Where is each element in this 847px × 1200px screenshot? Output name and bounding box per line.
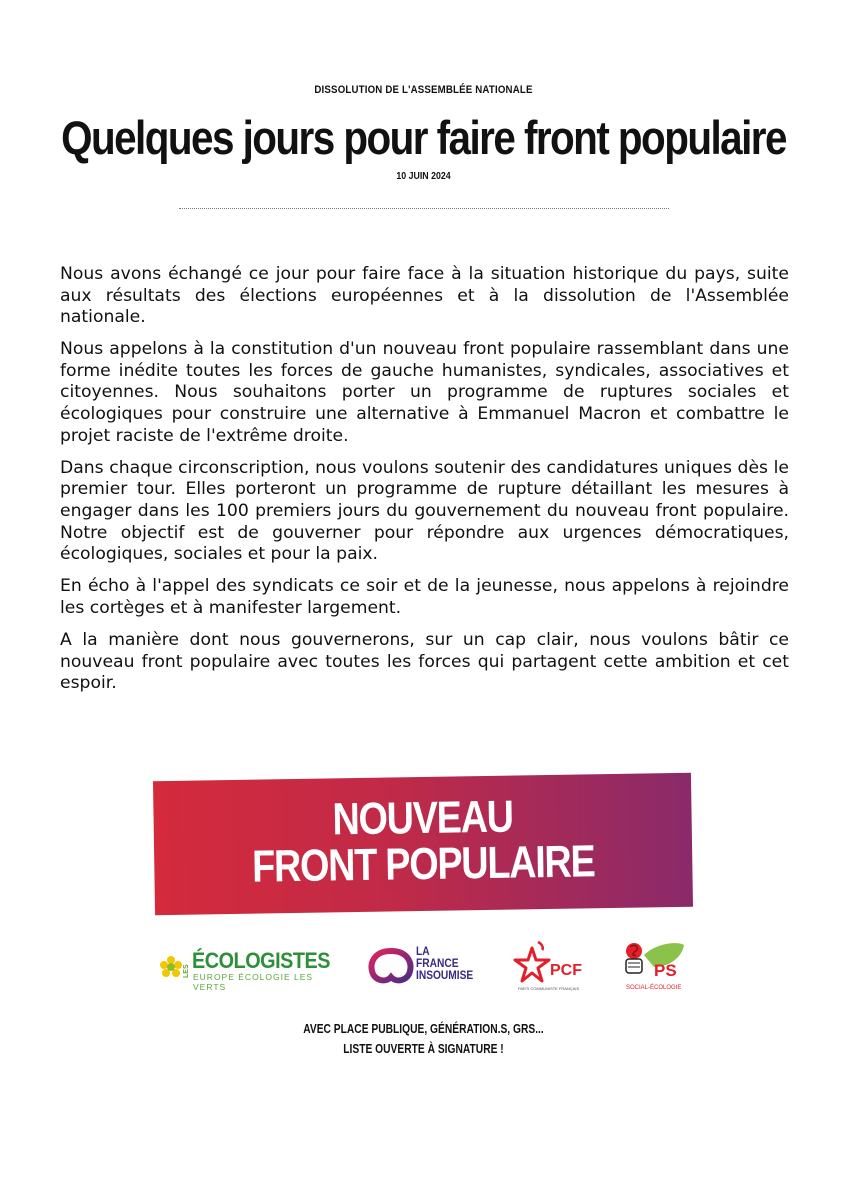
paragraph: A la manière dont nous gouvernerons, sur un cap clair, nous voulons bâtir ce nouveau front populaire avec toutes les forces qui partagent cette ambition et cet espoir.: [60, 629, 789, 694]
footer-line-1: AVEC PLACE PUBLIQUE, GÉNÉRATION.S, GRS...: [303, 1022, 544, 1036]
dotted-divider: [179, 208, 669, 209]
pcf-logo: [512, 940, 592, 995]
paragraph: Nous appelons à la constitution d'un nouveau front populaire rassemblant dans une forme inédite toutes les forces de gauche humanistes, syndicales, associatives et citoyennes. Nous souhaitons porter un programme de ruptures sociales et écologiques pour construire une alternative à Emmanuel Macron et combattre le projet raciste de l'extrême droite.: [60, 339, 789, 446]
page-title: Quelques jours pour faire front populaire: [61, 111, 786, 164]
ps-logo: [620, 941, 690, 997]
banner-line-2: FRONT POPULAIRE: [251, 835, 595, 892]
kicker: DISSOLUTION DE L'ASSEMBLÉE NATIONALE: [314, 84, 533, 96]
ecologistes-logo: [158, 948, 348, 992]
ecologistes-prefix: LES: [183, 964, 190, 978]
ps-name: PS: [654, 961, 677, 980]
sunflower-icon: [158, 954, 184, 984]
lfi-name: LA FRANCE INSOUMISE: [416, 944, 474, 982]
paragraph: Dans chaque circonscription, nous voulons soutenir des candidatures uniques dès le premier tour. Elles porteront un programme de rupture détaillant les mesures à engager dans les 100 premiers jours du gouvernement du nouveau front populaire. Notre objectif est de gouverner pour répondre aux urgences démocratiques, écologiques, sociales et pour la paix.: [60, 457, 789, 565]
paragraph: En écho à l'appel des syndicats ce soir et de la jeunesse, nous appelons à rejoindre les cortèges et à manifester largement.: [60, 576, 789, 618]
banner-text: [196, 791, 649, 890]
paragraph: Nous avons échangé ce jour pour faire face à la situation historique du pays, suite aux résultats des élections européennes et à la dissolution de l'Assemblée nationale.: [60, 264, 789, 328]
nfp-banner: [153, 773, 693, 915]
banner-line-1: NOUVEAU: [332, 790, 514, 845]
ecologistes-name: ÉCOLOGISTES: [192, 948, 331, 973]
star-icon: [512, 940, 552, 984]
ecologistes-subtitle: EUROPE ÉCOLOGIE LES VERTS: [193, 972, 314, 992]
phi-icon: [368, 937, 414, 995]
ps-subtitle: SOCIAL-ÉCOLOGIE: [626, 985, 682, 991]
body-text: [60, 264, 789, 705]
footer-line-2: LISTE OUVERTE À SIGNATURE !: [343, 1042, 504, 1056]
date: 10 JUIN 2024: [396, 171, 451, 182]
pcf-subtitle: PARTI COMMUNISTE FRANÇAIS: [518, 986, 580, 991]
lfi-logo: [368, 937, 488, 995]
pcf-name: PCF: [550, 962, 582, 979]
